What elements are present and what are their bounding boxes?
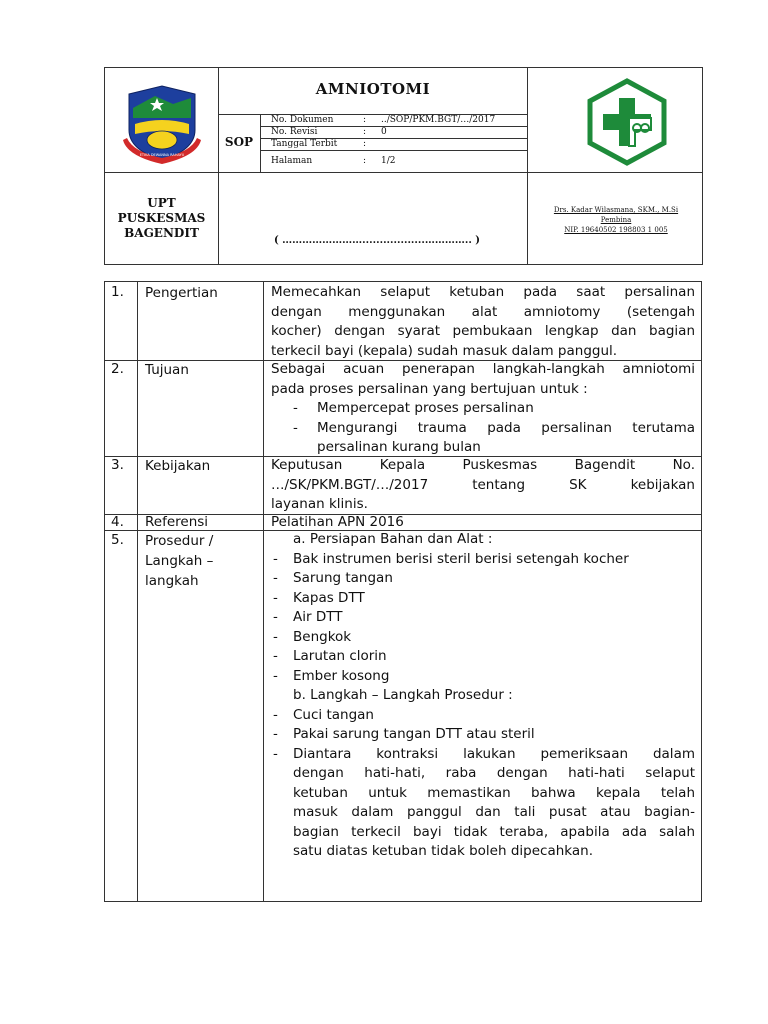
- row-number: 4.: [111, 514, 124, 530]
- row-number: 5.: [111, 532, 124, 548]
- signer-nip: NIP. 19640502 198803 1 005: [564, 226, 668, 234]
- meta-colon: :: [363, 127, 367, 137]
- row-text-tujuan: Sebagai acuan penerapan langkah-langkah amniotomi pada proses persalinan yang bertujuan untuk : - Mempercepat proses persalinan - Mengurangi trauma pada persalinan terutama persalinan kurang bulan: [271, 360, 695, 458]
- puskesmas-logo-icon: [585, 78, 669, 166]
- meta-value-revision: 0: [381, 127, 387, 137]
- document-title: AMNIOTOMI: [315, 80, 431, 98]
- row-number: 3.: [111, 457, 124, 473]
- row-label-pengertian: Pengertian: [145, 285, 218, 301]
- list-item: - Larutan clorin: [271, 647, 695, 667]
- list-item: - Ember kosong: [271, 667, 695, 687]
- list-item-continuation: persalinan kurang bulan: [317, 439, 481, 455]
- meta-colon: :: [363, 115, 367, 125]
- meta-key-page: Halaman: [271, 156, 313, 166]
- row-text-kebijakan: Keputusan Kepala Puskesmas Bagendit No. …/SK/PKM.BGT/…/2017 tentang SK kebijakan layanan klinis.: [271, 457, 695, 512]
- row-label-prosedur: Prosedur / Langkah – langkah: [145, 533, 214, 589]
- sop-label: SOP: [224, 135, 254, 149]
- organization-name: UPT PUSKESMAS BAGENDIT: [117, 196, 206, 240]
- row-label-kebijakan: Kebijakan: [145, 458, 211, 474]
- sop-table: [104, 281, 702, 902]
- meta-value-doc-number: ../SOP/PKM.BGT/…/2017: [381, 115, 496, 125]
- document-header: [104, 67, 703, 265]
- list-item: - Mempercepat proses persalinan: [271, 399, 695, 419]
- list-item: - Kapas DTT: [271, 589, 695, 609]
- signer-block: [529, 205, 703, 235]
- meta-key-doc-number: No. Dokumen: [271, 115, 334, 125]
- signer-name: Drs. Kadar Wilasmana, SKM., M.Si: [553, 206, 679, 214]
- list-item: - Cuci tangan: [271, 706, 695, 726]
- signature-placeholder: ( ……………………..................………….. ): [273, 235, 481, 246]
- list-item: - Sarung tangan: [271, 569, 695, 589]
- row-text-prosedur: [271, 530, 695, 862]
- list-item: - Bengkok: [271, 628, 695, 648]
- emblem-motto: ETIKA DEWANNA RAHAYU: [139, 153, 185, 157]
- list-item: - Bak instrumen berisi steril berisi setengah kocher: [271, 550, 695, 570]
- meta-value-page: 1/2: [381, 156, 396, 166]
- meta-key-revision: No. Revisi: [271, 127, 318, 137]
- section-heading-a: a. Persiapan Bahan dan Alat :: [293, 531, 493, 547]
- row-text-referensi: Pelatihan APN 2016: [271, 514, 404, 530]
- signer-rank: Pembina: [600, 216, 632, 224]
- row-text-pengertian: Memecahkan selaput ketuban pada saat persalinan dengan menggunakan alat amniotomy (setengah kocher) dengan syarat pembukaan lengkap dan bagian terkecil bayi (kepala) sudah masuk dalam panggul.: [271, 284, 695, 359]
- row-number: 1.: [111, 284, 124, 300]
- list-item: - Pakai sarung tangan DTT atau steril: [271, 725, 695, 745]
- regency-emblem-icon: [115, 78, 209, 168]
- row-label-tujuan: Tujuan: [145, 362, 189, 378]
- row-number: 2.: [111, 361, 124, 377]
- list-item: - Diantara kontraksi lakukan pemeriksaan dalam dengan hati-hati, raba dengan hati-hati selaput ketuban untuk memastikan bahwa kepala telah masuk dalam panggul dan tali pusat atau bagian- bagian terkecil bayi tidak teraba, apabila ada salah satu diatas ketuban tidak boleh dipecahkan.: [271, 745, 695, 862]
- row-label-referensi: Referensi: [145, 514, 209, 530]
- meta-key-issue-date: Tanggal Terbit: [271, 139, 338, 149]
- section-heading-b: b. Langkah – Langkah Prosedur :: [293, 687, 513, 703]
- meta-colon: :: [363, 139, 367, 149]
- list-item: - Air DTT: [271, 608, 695, 628]
- meta-colon: :: [363, 156, 367, 166]
- list-item: - Mengurangi trauma pada persalinan terutama: [271, 419, 695, 439]
